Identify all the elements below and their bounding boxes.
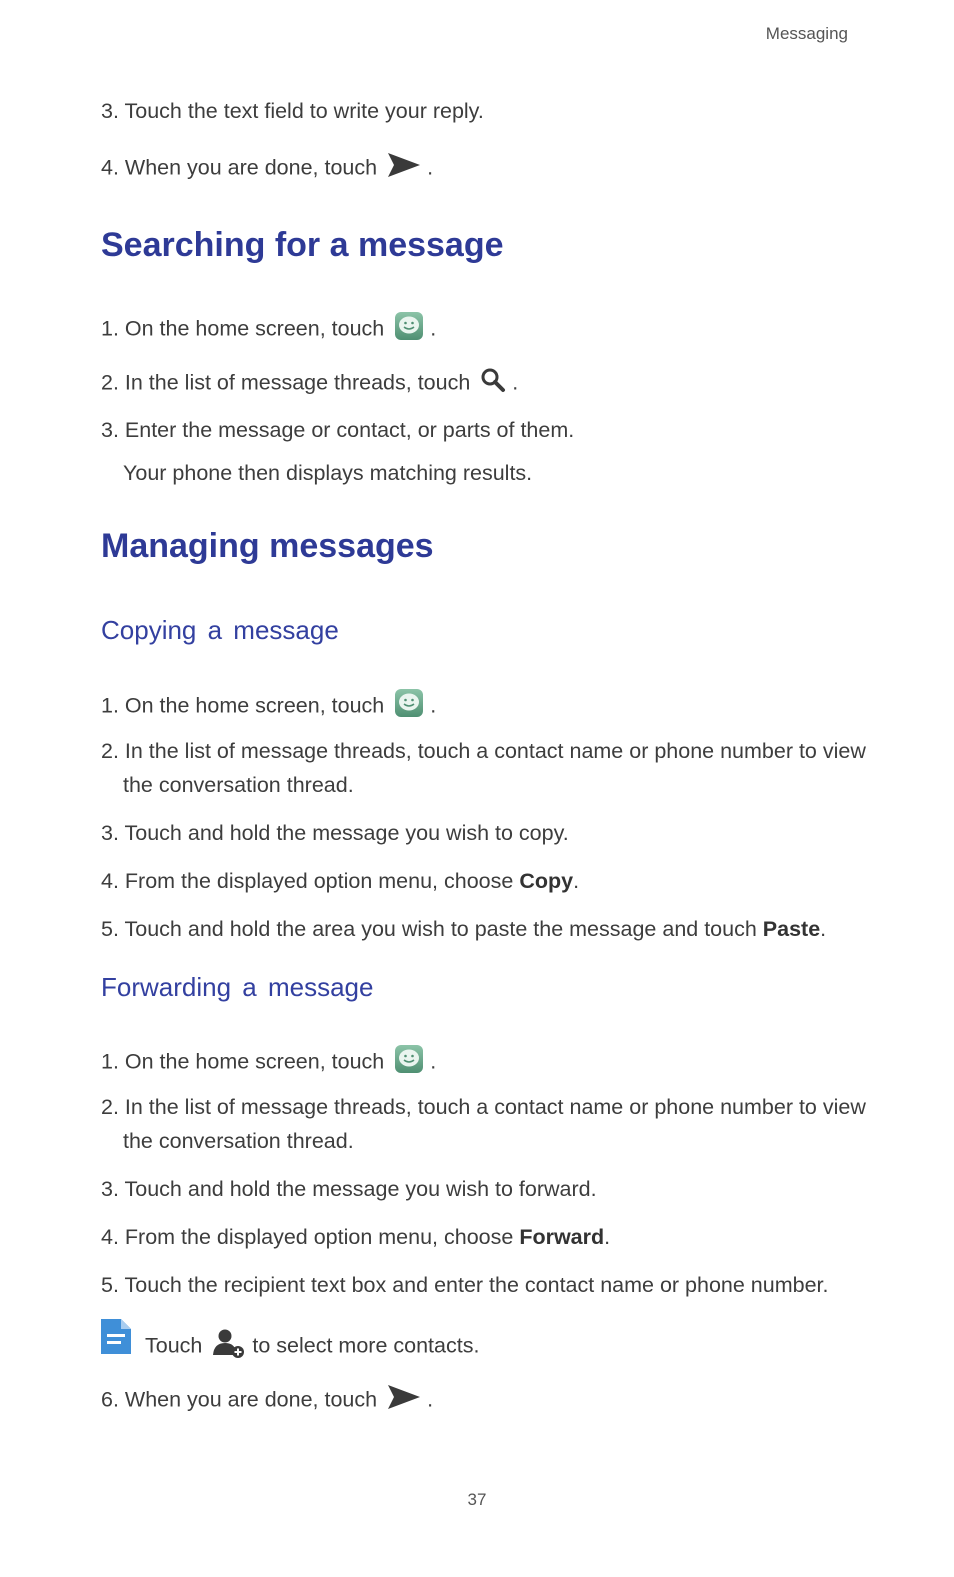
- forward-step-1: 1. On the home screen, touch .: [101, 1044, 436, 1082]
- forward-step-6: 6. When you are done, touch .: [101, 1383, 433, 1419]
- copy-step-1: 1. On the home screen, touch .: [101, 688, 436, 726]
- send-icon: [387, 1383, 421, 1419]
- search-step-3-note: Your phone then displays matching results.: [123, 461, 533, 485]
- send-icon: [387, 151, 421, 187]
- copy-step-2-cont: the conversation thread.: [123, 773, 354, 797]
- note-text: Touch to select more contacts.: [145, 1327, 479, 1367]
- forward-step-3: 3. Touch and hold the message you wish to forward.: [101, 1177, 597, 1201]
- search-step-1: 1. On the home screen, touch .: [101, 311, 436, 349]
- reply-step-3: 3. Touch the text field to write your reply.: [101, 99, 484, 123]
- search-step-2: 2. In the list of message threads, touch .: [101, 367, 518, 401]
- copy-step-2: 2. In the list of message threads, touch a contact name or phone number to view: [101, 739, 866, 763]
- menu-option-paste: Paste: [762, 917, 821, 941]
- copy-step-3: 3. Touch and hold the message you wish to copy.: [101, 821, 569, 845]
- forward-step-5: 5. Touch the recipient text box and enter the contact name or phone number.: [101, 1273, 829, 1297]
- messaging-app-icon: [394, 1044, 424, 1082]
- forward-step-2-cont: the conversation thread.: [123, 1129, 354, 1153]
- page-number: 37: [467, 1490, 487, 1509]
- forward-step-4: 4. From the displayed option menu, choose Forward.: [101, 1225, 611, 1249]
- messaging-app-icon: [394, 311, 424, 349]
- search-icon: [480, 367, 506, 401]
- copy-step-4: 4. From the displayed option menu, choose Copy.: [101, 869, 580, 893]
- running-header: Messaging: [765, 24, 848, 43]
- copy-step-5: 5. Touch and hold the area you wish to paste the message and touch Paste.: [101, 917, 827, 941]
- menu-option-forward: Forward: [519, 1225, 605, 1249]
- menu-option-copy: Copy: [519, 869, 574, 893]
- note-icon: [101, 1319, 131, 1359]
- add-contact-icon: [212, 1327, 246, 1367]
- subsection-title-forward: Forwarding a message: [101, 972, 374, 1002]
- search-step-3: 3. Enter the message or contact, or parts of them.: [101, 418, 575, 442]
- subsection-title-copy: Copying a message: [101, 615, 339, 645]
- reply-step-4: 4. When you are done, touch .: [101, 151, 433, 187]
- messaging-app-icon: [394, 688, 424, 726]
- section-title-managing: Managing messages: [101, 527, 434, 565]
- section-title-search: Searching for a message: [101, 226, 504, 264]
- forward-step-2: 2. In the list of message threads, touch a contact name or phone number to view: [101, 1095, 866, 1119]
